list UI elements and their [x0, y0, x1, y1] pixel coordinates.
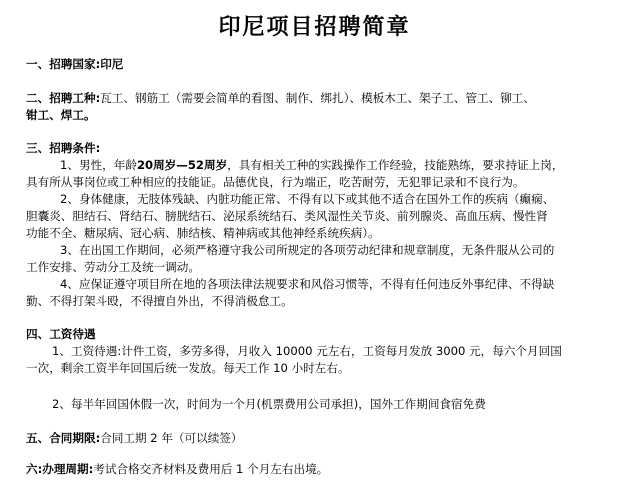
section-6-text: 考试合格交齐材料及费用后 1 个月左右出境。: [93, 462, 329, 476]
condition-1-line-2: 具有所从事岗位或工种相应的技能证。品德优良，行为端正，吃苦耐劳，无犯罪记录和不良行为。: [26, 175, 525, 189]
condition-1-pre: 1、男性，年龄: [60, 158, 137, 172]
section-1-label: 招聘国家:印尼: [49, 57, 124, 71]
section-5-text: 合同工期 2 年（可以续签）: [100, 431, 243, 445]
condition-4-line-2: 勤、不得打架斗殴，不得擅自外出，不得消极怠工。: [26, 294, 293, 308]
condition-2-line-3: 功能不全、糖尿病、冠心病、肺结核、精神病或其他神经系统疾病）。: [26, 226, 380, 240]
condition-2-line-1: 2、身体健康，无肢体残缺、内脏功能正常、不得有以下或其他不适合在国外工作的疾病（癫痫、: [60, 192, 555, 206]
section-6-prefix: 六:: [26, 462, 43, 476]
section-2-prefix: 二、: [26, 91, 50, 105]
section-2-label: 招聘工种:: [49, 91, 101, 105]
pay-item-1-line-2: 一次，剩余工资半年回国后统一发放。每天工作 10 小时左右。: [26, 361, 350, 375]
section-3-prefix: 三、: [26, 141, 50, 155]
pay-item-1-line-1: 1、工资待遇:计件工资，多劳多得，月收入 10000 元左右，工资每月发放 3000 元，每六个月回国: [52, 344, 562, 358]
condition-4-line-1: 4、应保证遵守项目所在地的各项法律法规要求和风俗习惯等，不得有任何违反外事纪律、不得缺: [60, 277, 555, 291]
section-2-line-1: [26, 90, 616, 107]
section-4-prefix: 四、: [26, 327, 50, 341]
section-3-label: 招聘条件:: [49, 141, 101, 155]
section-3-heading: [26, 140, 616, 157]
section-1-prefix: 一、: [26, 57, 50, 71]
section-5-label: 合同期限:: [49, 431, 101, 445]
condition-1-post: ，具有相关工种的实践操作工作经验，技能熟练，要求持证上岗，: [227, 158, 564, 172]
condition-3-line-2: 工作安排、劳动分工及统一调动。: [26, 260, 200, 274]
pay-item-2: 2、每半年回国休假一次，时间为一个月(机票费用公司承担)，国外工作期间食宿免费: [52, 397, 486, 411]
section-2-line-2: 钳工、焊工。: [26, 108, 96, 122]
condition-1-line-1: [26, 157, 616, 174]
section-5: [26, 430, 616, 447]
section-6: [26, 461, 616, 478]
condition-2-line-2: 胆囊炎、胆结石、肾结石、膀胱结石、泌尿系统结石、类风湿性关节炎、前列腺炎、高血压病、慢性肾: [26, 209, 548, 223]
section-1-heading: [26, 56, 616, 73]
condition-1-age: 20周岁—52周岁: [136, 158, 228, 172]
section-2-text-1: 瓦工、钢筋工（需要会简单的看图、制作、绑扎）、模板木工、架子工、管工、铆工、: [100, 91, 535, 105]
section-5-prefix: 五、: [26, 431, 50, 445]
section-4-label: 工资待遇: [49, 327, 96, 341]
condition-3-line-1: 3、在出国工作期间，必须严格遵守我公司所规定的各项劳动纪律和规章制度，无条件服从公司的: [60, 243, 555, 257]
section-4-heading: [26, 326, 616, 343]
page-title: 印尼项目招聘简章: [218, 14, 411, 40]
section-6-label: 办理周期:: [42, 462, 94, 476]
